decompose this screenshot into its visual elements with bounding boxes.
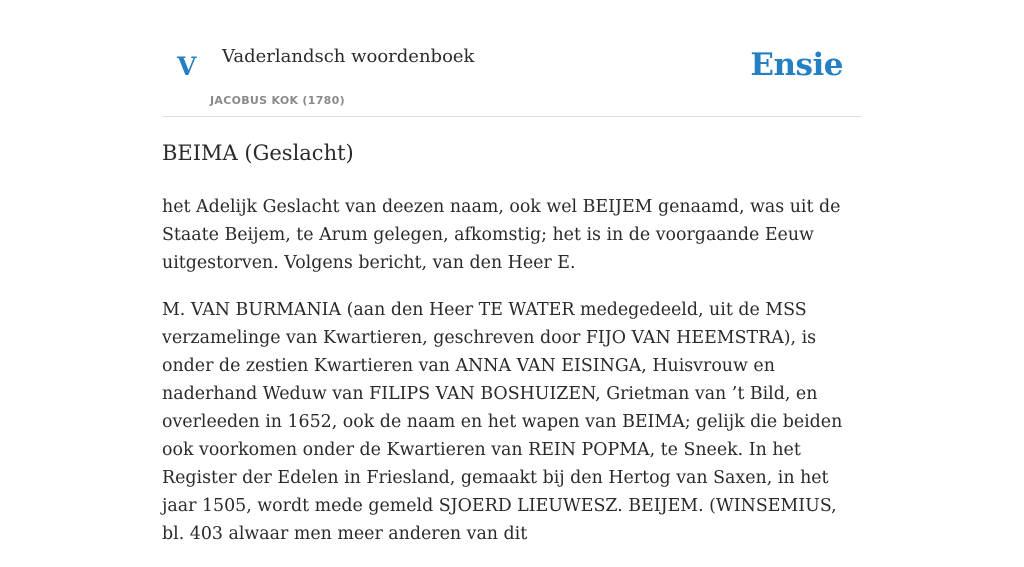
entry-title: BEIMA (Geslacht)	[162, 141, 354, 165]
entry-paragraph: M. VAN BURMANIA (aan den Heer TE WATER medegedeeld, uit de MSS verzamelinge van Kwartieren, geschreven door FIJO VAN HEEMSTRA), is onder de zestien Kwartieren van ANNA VAN EISINGA, Huisvrouw en naderhand Weduw van FILIPS VAN BOSHUIZEN, Grietman van ’t Bild, en overleeden in 1652, ook de naam en het wapen van BEIMA; gelijk die beiden ook voorkomen onder de Kwartieren van REIN POPMA, te Sneek. In het Register der Edelen in Friesland, gemaakt bij den Hertog van Saxen, in het jaar 1505, wordt mede gemeld SJOERD LIEUWESZ. BEIJEM. (WINSEMIUS, bl. 403 alwaar men meer anderen van dit	[162, 300, 843, 544]
book-author: JACOBUS KOK (1780)	[210, 94, 345, 107]
entry-paragraph: het Adelijk Geslacht van deezen naam, ook wel BEIJEM genaamd, was uit de Staate Beijem, te Arum gelegen, afkomstig; het is in de voorgaande Eeuw uitgestorven. Volgens bericht, van den Heer E.	[162, 197, 841, 273]
book-title-link[interactable]: Vaderlandsch woordenboek	[222, 46, 475, 67]
ensie-logo[interactable]: Ensie	[750, 47, 843, 83]
letter-index-link[interactable]: V	[177, 52, 197, 81]
entry-body	[162, 193, 864, 567]
book-header	[162, 0, 862, 117]
